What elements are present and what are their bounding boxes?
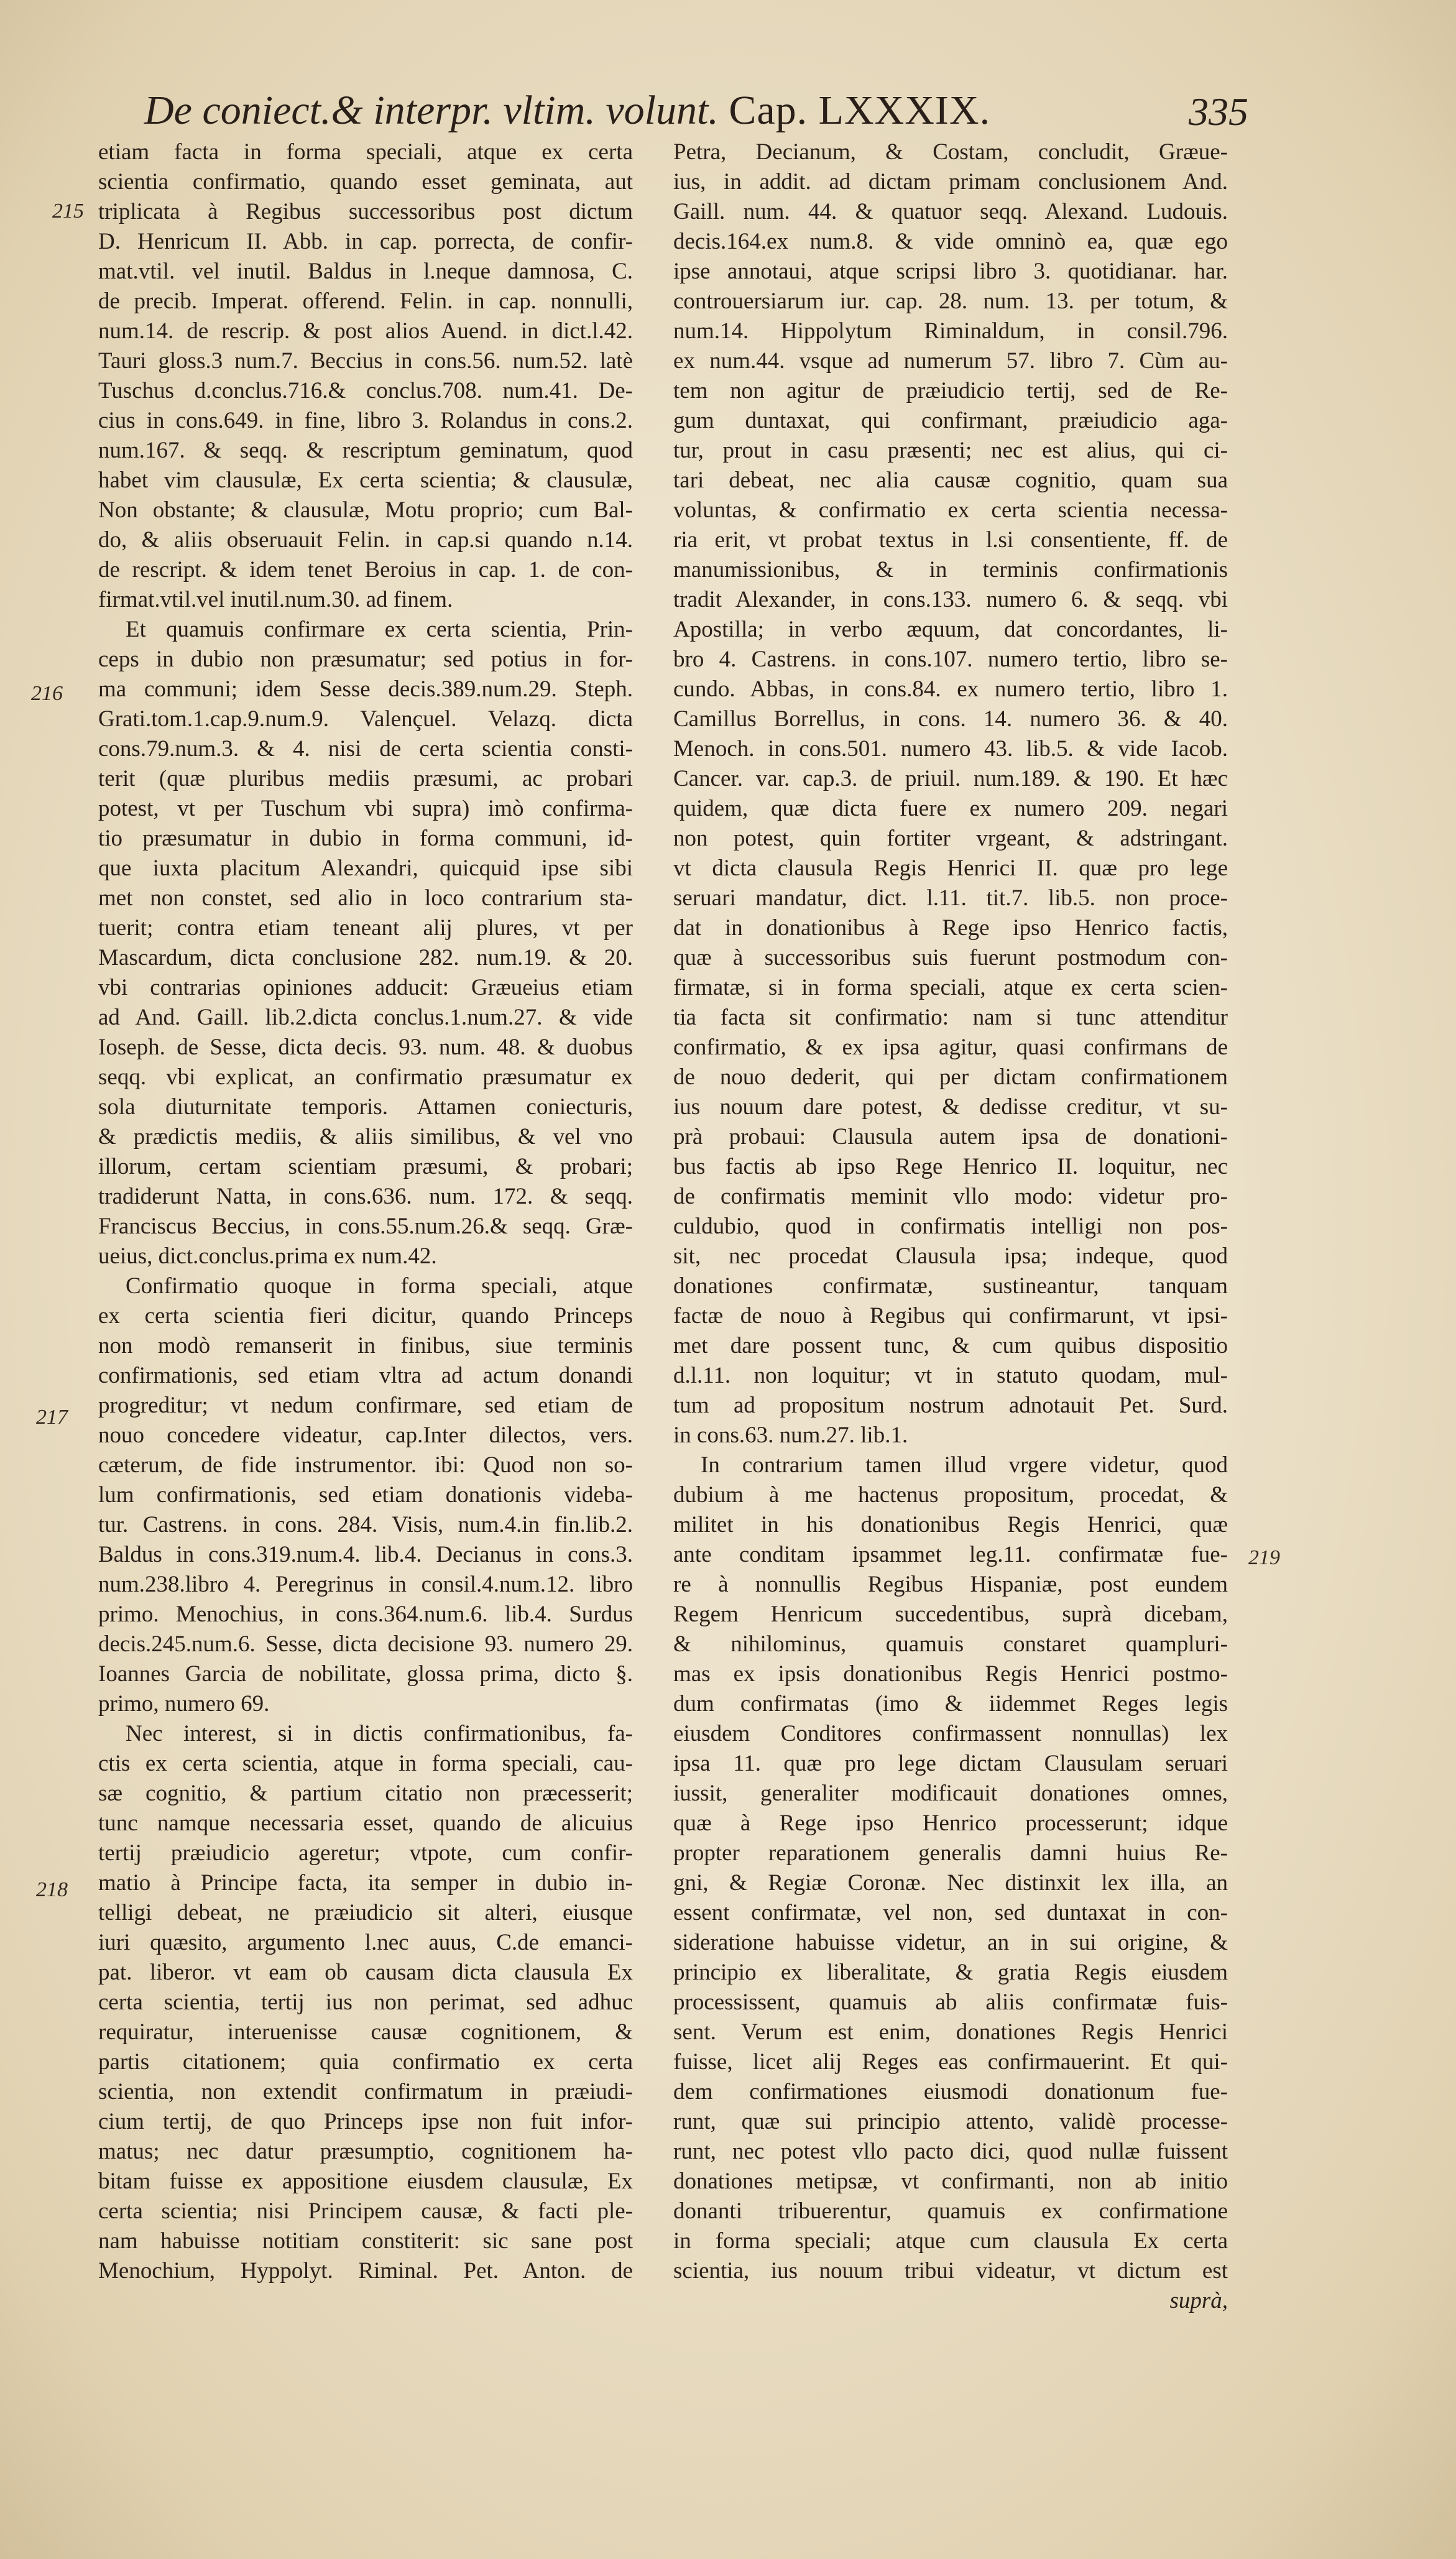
text-line: matio à Principe facta, ita semper in dubio in- [98, 1870, 633, 1896]
text-line: seqq. vbi explicat, an confirmatio præsumatur ex [98, 1064, 633, 1090]
text-line: cons.79.num.3. & 4. nisi de certa scientia consti- [98, 736, 633, 762]
text-line: ex num.44. vsque ad numerum 57. libro 7. Cùm au- [673, 348, 1228, 374]
text-line: & nihilominus, quamuis constaret quampluri- [673, 1631, 1228, 1657]
text-line: ad And. Gaill. lib.2.dicta conclus.1.num.27. & vide [98, 1005, 633, 1030]
text-line: gni, & Regiæ Coronæ. Nec distinxit lex illa, an [673, 1870, 1228, 1896]
text-line: essent confirmatæ, vel non, sed duntaxat in con- [673, 1900, 1228, 1925]
text-line: D. Henricum II. Abb. in cap. porrecta, de confir- [98, 229, 633, 254]
text-line: scientia confirmatio, quando esset geminata, aut [98, 169, 633, 195]
text-line: num.167. & seqq. & rescriptum geminatum, quod [98, 438, 633, 463]
text-line: mas ex ipsis donationibus Regis Henrici postmo- [673, 1661, 1228, 1687]
text-line: mat.vtil. vel inutil. Baldus in l.neque damnosa, C. [98, 259, 633, 284]
text-line: ipsa 11. quæ pro lege dictam Clausulam seruari [673, 1751, 1228, 1776]
text-line: de nouo dederit, qui per dictam confirmationem [673, 1064, 1228, 1090]
text-line: ceps in dubio non præsumatur; sed potius in for- [98, 647, 633, 672]
text-line: Confirmatio quoque in forma speciali, atque [126, 1273, 633, 1299]
text-line: firmat.vtil.vel inutil.num.30. ad finem. [98, 587, 453, 612]
text-line: cium tertij, de quo Princeps ipse non fuit infor- [98, 2109, 633, 2134]
text-line: propter reparationem generalis damni huius Re- [673, 1840, 1228, 1866]
text-line: d.l.11. non loquitur; vt in statuto quodam, mul- [673, 1363, 1228, 1388]
text-line: Petra, Decianum, & Costam, concludit, Græue- [673, 139, 1228, 165]
text-line: scientia, non extendit confirmatum in præiudi- [98, 2079, 633, 2105]
text-line: potest, vt per Tuschum vbi supra) imò confirma- [98, 796, 633, 821]
text-line: Cancer. var. cap.3. de priuil. num.189. & 190. Et hæc [673, 766, 1228, 791]
text-line: requiratur, interuenisse causæ cognitionem, & [98, 2019, 633, 2045]
text-line: tem non agitur de præiudicio tertij, sed de Re- [673, 378, 1228, 403]
text-line: quæ à successoribus suis fuerunt postmodum con- [673, 945, 1228, 971]
text-line: Gaill. num. 44. & quatuor seqq. Alexand. Ludouis. [673, 199, 1228, 224]
text-line: decis.164.ex num.8. & vide omninò ea, quæ ego [673, 229, 1228, 254]
text-line: scientia, ius nouum tribui videatur, vt dictum est [673, 2258, 1228, 2284]
text-line: Tuschus d.conclus.716.& conclus.708. num.41. De- [98, 378, 633, 403]
text-line: de rescript. & idem tenet Beroius in cap. 1. de con- [98, 557, 633, 583]
text-line: cius in cons.649. in fine, libro 3. Rolandus in cons.2. [98, 408, 633, 433]
text-line: num.14. de rescrip. & post alios Auend. in dict.l.42. [98, 318, 633, 344]
text-line: de confirmatis meminit vllo modo: videtur pro- [673, 1184, 1228, 1209]
running-head [144, 86, 1139, 136]
text-line: partis citationem; quia confirmatio ex certa [98, 2049, 633, 2075]
text-line: principio ex liberalitate, & gratia Regis eiusdem [673, 1960, 1228, 1985]
text-line: runt, quæ sui principio attento, validè processe- [673, 2109, 1228, 2134]
text-line: donationes metipsæ, vt confirmanti, non ab initio [673, 2169, 1228, 2194]
text-line: sola diuturnitate temporis. Attamen coniecturis, [98, 1094, 633, 1120]
text-line: terit (quæ pluribus mediis præsumi, ac probari [98, 766, 633, 791]
text-line: bus factis ab ipso Rege Henrico II. loquitur, nec [673, 1154, 1228, 1179]
text-line: re à nonnullis Regibus Hispaniæ, post eundem [673, 1572, 1228, 1597]
text-line: Franciscus Beccius, in cons.55.num.26.& seqq. Græ- [98, 1214, 633, 1239]
text-line: pat. liberor. vt eam ob causam dicta clausula Ex [98, 1960, 633, 1985]
text-line: illorum, certam scientiam præsumi, & probari; [98, 1154, 633, 1179]
text-line: eiusdem Conditores confirmassent nonnullas) lex [673, 1721, 1228, 1746]
margin-number: 217 [36, 1406, 68, 1429]
text-line: dat in donationibus à Rege ipso Henrico factis, [673, 915, 1228, 941]
text-line: runt, nec potest vllo pacto dici, quod nullæ fuissent [673, 2139, 1228, 2164]
text-line: tradiderunt Natta, in cons.636. num. 172. & seqq. [98, 1184, 633, 1209]
text-line: do, & aliis obseruauit Felin. in cap.si quando n.14. [98, 527, 633, 553]
text-line: gum duntaxat, qui confirmant, præiudicio aga- [673, 408, 1228, 433]
text-line: que iuxta placitum Alexandri, quicquid ipse sibi [98, 855, 633, 881]
text-line: tuerit; contra etiam teneant alij plures, vt per [98, 915, 633, 941]
text-line: sideratione habuisse videtur, an in sui origine, & [673, 1930, 1228, 1955]
text-line: Camillus Borrellus, in cons. 14. numero 36. & 40. [673, 706, 1228, 732]
text-line: Nec interest, si in dictis confirmationibus, fa- [126, 1721, 633, 1746]
text-line: factæ de nouo à Regibus qui confirmarunt, vt ipsi- [673, 1303, 1228, 1329]
text-line: num.238.libro 4. Peregrinus in consil.4.num.12. libro [98, 1572, 633, 1597]
text-line: ma communi; idem Sesse decis.389.num.29. Steph. [98, 676, 633, 702]
text-line: dem confirmationes eiusmodi donationum fue- [673, 2079, 1228, 2105]
text-line: nam habuisse notitiam constiterit: sic sane post [98, 2228, 633, 2254]
text-line: non modò remanserit in finibus, siue terminis [98, 1333, 633, 1358]
text-line: ante conditam ipsammet leg.11. confirmatæ fue- [673, 1542, 1228, 1567]
text-line: triplicata à Regibus successoribus post dictum [98, 199, 633, 224]
text-line: Apostilla; in verbo æquum, dat concordantes, li- [673, 617, 1228, 642]
text-line: Regem Henricum succedentibus, suprà dicebam, [673, 1602, 1228, 1627]
text-line: met non constet, sed alio in loco contrarium sta- [98, 885, 633, 911]
text-line: bro 4. Castrens. in cons.107. numero tertio, libro se- [673, 647, 1228, 672]
text-line: Ioannes Garcia de nobilitate, glossa prima, dicto §. [98, 1661, 633, 1687]
text-line: culdubio, quod in confirmatis intelligi non pos- [673, 1214, 1228, 1239]
margin-number: 216 [31, 682, 63, 705]
text-line: progreditur; vt nedum confirmare, sed etiam de [98, 1393, 633, 1418]
text-line: certa scientia, tertij ius non perimat, sed adhuc [98, 1990, 633, 2015]
text-line: prà probaui: Clausula autem ipsa de donationi- [673, 1124, 1228, 1150]
text-line: Et quamuis confirmare ex certa scientia, Prin- [126, 617, 633, 642]
text-line: sit, nec procedat Clausula ipsa; indeque, quod [673, 1243, 1228, 1269]
text-line: vbi contrarias opiniones adducit: Græueius etiam [98, 975, 633, 1000]
text-line: ctis ex certa scientia, atque in forma speciali, cau- [98, 1751, 633, 1776]
text-line: tertij præiudicio ageretur; vtpote, cum confir- [98, 1840, 633, 1866]
text-line: primo. Menochius, in cons.364.num.6. lib.4. Surdus [98, 1602, 633, 1627]
text-line: donanti tribuerentur, quamuis ex confirmatione [673, 2198, 1228, 2224]
text-line: Baldus in cons.319.num.4. lib.4. Decianus in cons.3. [98, 1542, 633, 1567]
text-line: tur. Castrens. in cons. 284. Visis, num.4.in fin.lib.2. [98, 1512, 633, 1538]
text-line: confirmationis, sed etiam vltra ad actum donandi [98, 1363, 633, 1388]
chapter-number: Cap. LXXXIX. [729, 88, 991, 133]
text-line: firmatæ, si in forma speciali, atque ex certa scien- [673, 975, 1228, 1000]
text-line: etiam facta in forma speciali, atque ex certa [98, 139, 633, 165]
text-line: lum confirmationis, sed etiam donationis videba- [98, 1482, 633, 1508]
text-line: quidem, quæ dicta fuere ex numero 209. negari [673, 796, 1228, 821]
text-line: donationes confirmatæ, sustineantur, tanquam [673, 1273, 1228, 1299]
text-line: tari debeat, nec alia causæ cognitio, quam sua [673, 468, 1228, 493]
text-line: met dare possent tunc, & cum quibus dispositio [673, 1333, 1228, 1358]
left-text-column [98, 137, 633, 2286]
catchword: suprà, [1169, 2288, 1228, 2313]
text-line: certa scientia; nisi Principem causæ, & facti ple- [98, 2198, 633, 2224]
text-line: non potest, quin fortiter vrgeant, & adstringant. [673, 826, 1228, 851]
text-line: decis.245.num.6. Sesse, dicta decisione 93. numero 29. [98, 1631, 633, 1657]
margin-number: 218 [36, 1878, 68, 1901]
text-line: sent. Verum est enim, donationes Regis Henrici [673, 2019, 1228, 2045]
text-line: telligi debeat, ne præiudicio sit alteri, eiusque [98, 1900, 633, 1925]
text-line: manumissionibus, & in terminis confirmationis [673, 557, 1228, 583]
text-line: Non obstante; & clausulæ, Motu proprio; cum Bal- [98, 497, 633, 523]
text-line: bitam fuisse ex appositione eiusdem clausulæ, Ex [98, 2169, 633, 2194]
text-line: Mascardum, dicta conclusione 282. num.19. & 20. [98, 945, 633, 971]
text-line: iuri quæsito, argumento l.nec auus, C.de emanci- [98, 1930, 633, 1955]
text-line: Menochium, Hyppolyt. Riminal. Pet. Anton. de [98, 2258, 633, 2284]
text-line: ex certa scientia fieri dicitur, quando Princeps [98, 1303, 633, 1329]
text-line: Tauri gloss.3 num.7. Beccius in cons.56. num.52. latè [98, 348, 633, 374]
text-line: quæ à Rege ipso Henrico processerunt; idque [673, 1810, 1228, 1836]
text-line: Menoch. in cons.501. numero 43. lib.5. & vide Iacob. [673, 736, 1228, 762]
text-line: de precib. Imperat. offerend. Felin. in cap. nonnulli, [98, 288, 633, 314]
text-line: primo, numero 69. [98, 1691, 270, 1717]
text-line: processissent, quamuis ab aliis confirmatæ fuis- [673, 1990, 1228, 2015]
text-line: sæ cognitio, & partium citatio non præcesserit; [98, 1781, 633, 1806]
text-line: nouo concedere videatur, cap.Inter dilectos, vers. [98, 1422, 633, 1448]
text-line: iussit, generaliter modificauit donationes omnes, [673, 1781, 1228, 1806]
text-line: tradit Alexander, in cons.133. numero 6. & seqq. vbi [673, 587, 1228, 612]
text-line: controuersiarum iur. cap. 28. num. 13. per totum, & [673, 288, 1228, 314]
text-line: ipse annotaui, atque scripsi libro 3. quotidianar. har. [673, 259, 1228, 284]
text-line: ius nouum dare potest, & dedisse creditur, vt su- [673, 1094, 1228, 1120]
text-line: tum ad propositum nostrum adnotauit Pet. Surd. [673, 1393, 1228, 1418]
text-line: ueius, dict.conclus.prima ex num.42. [98, 1243, 437, 1269]
text-line: Grati.tom.1.cap.9.num.9. Valençuel. Velazq. dicta [98, 706, 633, 732]
text-line: dum confirmatas (imo & iidemmet Reges legis [673, 1691, 1228, 1717]
text-line: ius, in addit. ad dictam primam conclusionem And. [673, 169, 1228, 195]
text-line: In contrarium tamen illud vrgere videtur, quod [701, 1452, 1228, 1478]
text-line: in cons.63. num.27. lib.1. [673, 1422, 908, 1448]
text-line: voluntas, & confirmatio ex certa scientia necessa- [673, 497, 1228, 523]
text-line: cæterum, de fide instrumentor. ibi: Quod non so- [98, 1452, 633, 1478]
text-line: fuisse, licet alij Reges eas confirmauerint. Et qui- [673, 2049, 1228, 2075]
text-line: militet in his donationibus Regis Henrici, quæ [673, 1512, 1228, 1538]
text-line: tunc namque necessaria esset, quando de alicuius [98, 1810, 633, 1836]
text-line: tia facta sit confirmatio: nam si tunc attenditur [673, 1005, 1228, 1030]
text-line: vt dicta clausula Regis Henrici II. quæ pro lege [673, 855, 1228, 881]
margin-number: 219 [1248, 1546, 1280, 1569]
text-line: num.14. Hippolytum Riminaldum, in consil.796. [673, 318, 1228, 344]
text-line: habet vim clausulæ, Ex certa scientia; & clausulæ, [98, 468, 633, 493]
text-line: ria erit, vt probat textus in l.si consentiente, ff. de [673, 527, 1228, 553]
text-line: dubium à me hactenus propositum, procedat, & [673, 1482, 1228, 1508]
page-number: 335 [1189, 90, 1248, 134]
text-line: & prædictis mediis, & aliis similibus, & vel vno [98, 1124, 633, 1150]
text-line: in forma speciali; atque cum clausula Ex certa [673, 2228, 1228, 2254]
text-line: seruari mandatur, dict. l.11. tit.7. lib.5. non proce- [673, 885, 1228, 911]
text-line: tur, prout in casu præsenti; nec est alius, qui ci- [673, 438, 1228, 463]
text-line: tio præsumatur in dubio in forma communi, id- [98, 826, 633, 851]
text-line: matus; nec datur præsumptio, cognitionem ha- [98, 2139, 633, 2164]
right-text-column [673, 137, 1228, 2316]
running-title: De coniect.& interpr. vltim. volunt. [144, 88, 719, 133]
text-line: Ioseph. de Sesse, dicta decis. 93. num. 48. & duobus [98, 1035, 633, 1060]
margin-number: 215 [52, 200, 84, 223]
text-line: confirmatio, & ex ipsa agitur, quasi confirmans de [673, 1035, 1228, 1060]
text-line: cundo. Abbas, in cons.84. ex numero tertio, libro 1. [673, 676, 1228, 702]
